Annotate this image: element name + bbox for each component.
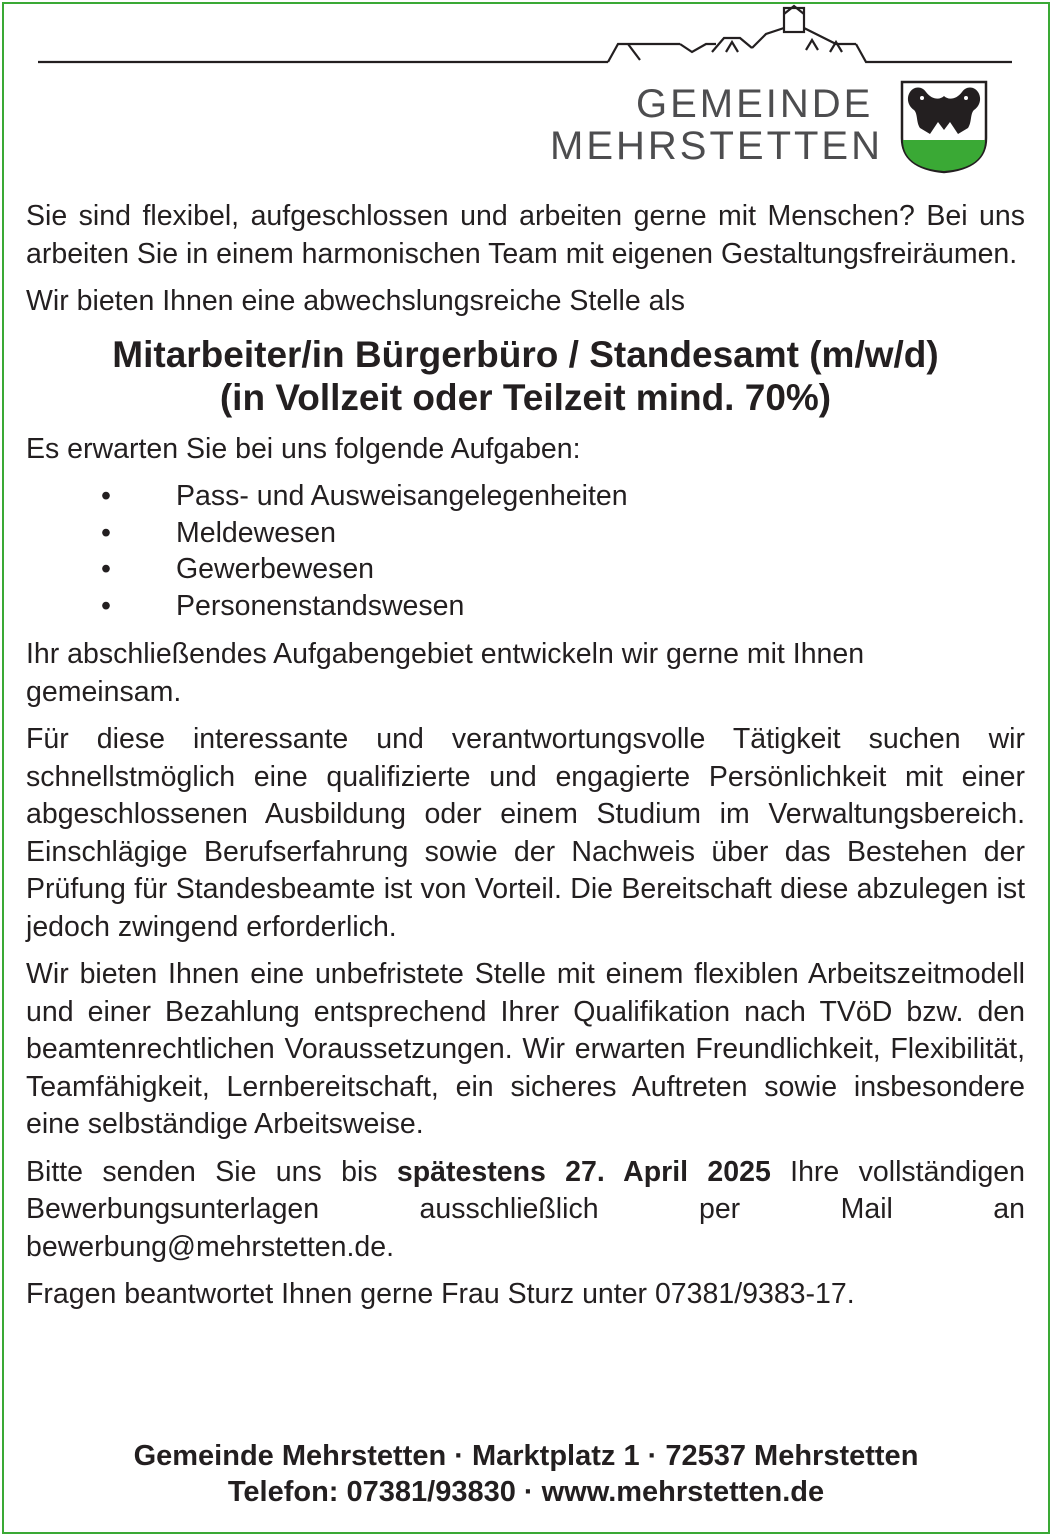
application-deadline: spätestens 27. April 2025	[396, 1155, 771, 1188]
job-title	[26, 333, 1025, 419]
tasks-note: Ihr abschließendes Aufgabengebiet entwickeln wir gerne mit Ihnen gemeinsam.	[26, 638, 865, 708]
bullet-icon: •	[101, 553, 111, 585]
list-item: • Personenstandswesen	[26, 588, 1025, 625]
job-title-line2: (in Vollzeit oder Teilzeit mind. 70%)	[219, 376, 832, 418]
bullet-icon: •	[101, 480, 111, 512]
offer-paragraph: Wir bieten Ihnen eine unbefristete Stelle mit einem flexiblen Arbeitszeitmodell und einer Bezahlung entsprechend Ihrer Qualifikation nach TVöD bzw. den beamtenrechtlichen Voraussetzungen. Wir erwarten Freundlichkeit, Flexibilität, Teamfähigkeit, Lernbereitschaft, ein sicheres Auftreten sowie insbesondere eine selbständige Arbeitsweise.	[26, 958, 1025, 1140]
footer-phone-web: Telefon: 07381/93830 · www.mehrstetten.de	[227, 1476, 825, 1508]
coat-of-arms-horse-icon	[902, 82, 986, 172]
requirements-paragraph: Für diese interessante und verantwortungsvolle Tätigkeit suchen wir schnellstmöglich eine qualifizierte und engagierte Persönlichkeit mit einer abgeschlossenen Ausbildung oder einem Studium im Verwaltungsbereich. Einschlägige Berufserfahrung sowie der Nachweis über das Bestehen der Prüfung für Standesbeamte ist von Vorteil. Die Bereitschaft diese abzulegen ist jedoch zwingend erforderlich.	[26, 723, 1025, 943]
intro-paragraph: Sie sind flexibel, aufgeschlossen und arbeiten gerne mit Menschen? Bei uns arbeiten Sie in einem harmonischen Team mit eigenen Gestaltungsfreiräumen.	[26, 200, 1025, 270]
offer-intro: Wir bieten Ihnen eine abwechslungsreiche Stelle als	[26, 285, 686, 317]
footer-address: Gemeinde Mehrstetten · Marktplatz 1 · 72537 Mehrstetten	[133, 1440, 919, 1472]
list-item: • Meldewesen	[26, 515, 1025, 552]
footer-contact	[0, 1438, 1052, 1510]
application-paragraph: Bitte senden Sie uns bis spätestens 27. April 2025 Ihre vollständigen Bewerbungsunterlagen ausschließlich per Mail an bewerbung@mehrstetten.de.	[26, 1155, 1025, 1263]
bullet-icon: •	[101, 516, 111, 549]
job-ad-body	[26, 198, 1025, 1324]
job-title-line1: Mitarbeiter/in Bürgerbüro / Standesamt (m/w/d)	[112, 333, 939, 375]
header	[0, 0, 1052, 190]
list-item: • Pass- und Ausweisangelegenheiten	[26, 478, 1025, 515]
logo-text-gemeinde: GEMEINDE	[636, 82, 874, 126]
bullet-icon: •	[101, 589, 111, 622]
questions-paragraph: Fragen beantwortet Ihnen gerne Frau Sturz unter 07381/9383-17.	[26, 1278, 855, 1310]
logo-text-mehrstetten: MEHRSTETTEN	[550, 124, 883, 168]
tasks-intro: Es erwarten Sie bei uns folgende Aufgaben:	[26, 432, 581, 465]
task-list	[26, 478, 1025, 624]
list-item: • Gewerbewesen	[26, 551, 1025, 588]
village-skyline-icon	[38, 6, 1012, 62]
